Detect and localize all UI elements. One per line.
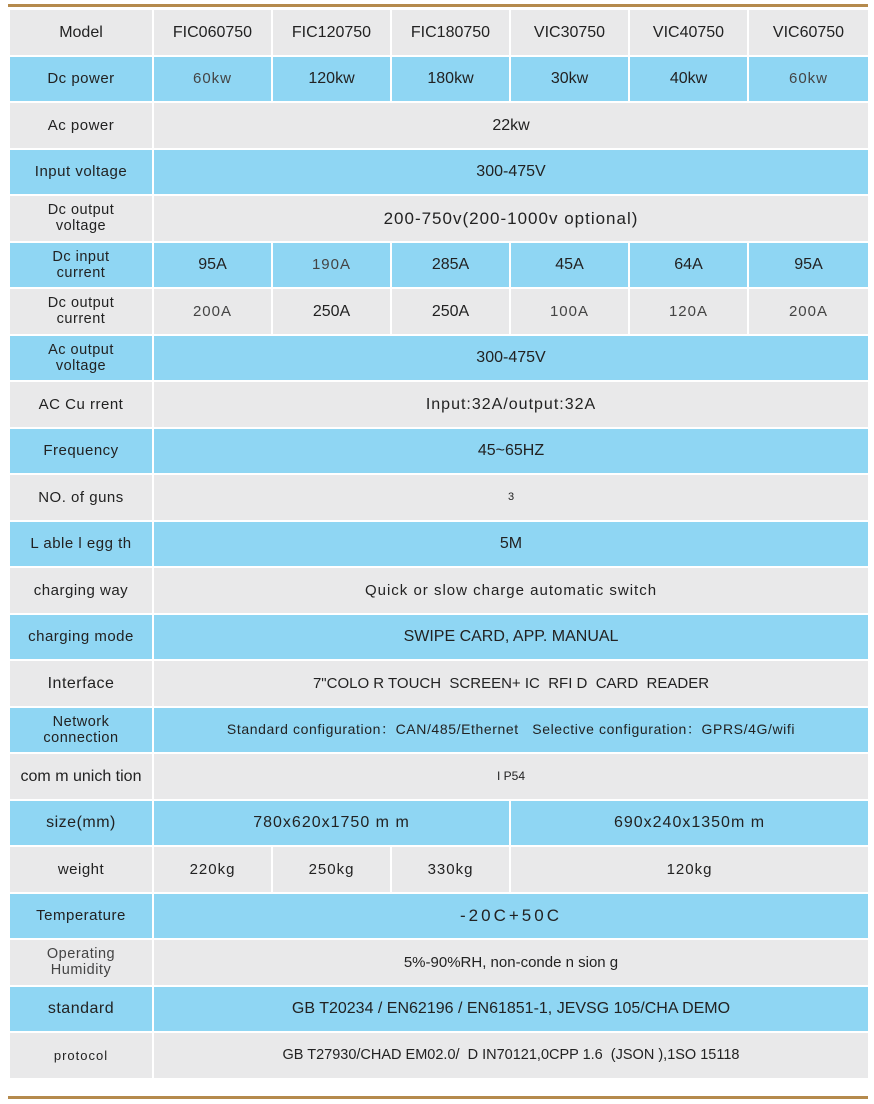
row-label: weight bbox=[9, 846, 153, 893]
header-label: Model bbox=[9, 9, 153, 56]
ac-power-row bbox=[9, 102, 869, 149]
row-label-line: Humidity bbox=[50, 962, 112, 979]
row-label bbox=[9, 195, 153, 242]
row-label: charging mode bbox=[9, 614, 153, 661]
row-label-line: Dc output bbox=[47, 295, 115, 312]
dc-output-current-value: 250A bbox=[391, 288, 510, 335]
row-label: AC Cu rrent bbox=[9, 381, 153, 428]
weight-row bbox=[9, 846, 869, 893]
protocol-row bbox=[9, 1032, 869, 1079]
dc-output-current-value: 200A bbox=[153, 288, 272, 335]
row-label-line: Network bbox=[52, 713, 110, 730]
row-label-line: Ac output bbox=[48, 341, 114, 358]
dc-output-current-value: 120A bbox=[629, 288, 748, 335]
model-name: VIC40750 bbox=[629, 9, 748, 56]
row-label-line: voltage bbox=[55, 218, 107, 235]
weight-value: 220kg bbox=[153, 846, 272, 893]
row-label: Ac power bbox=[9, 102, 153, 149]
communication-value: I P54 bbox=[153, 753, 869, 800]
row-label: com m unich tion bbox=[9, 753, 153, 800]
ac-output-voltage-value: 300-475V bbox=[153, 335, 869, 382]
ac-current-value: Input:32A/output:32A bbox=[153, 381, 869, 428]
temperature-row bbox=[9, 893, 869, 940]
row-label: NO. of guns bbox=[9, 474, 153, 521]
row-label-line: current bbox=[56, 311, 106, 328]
model-name: FIC180750 bbox=[391, 9, 510, 56]
weight-value: 250kg bbox=[272, 846, 391, 893]
ac-current-row bbox=[9, 381, 869, 428]
frequency-value: 45~65HZ bbox=[153, 428, 869, 475]
dc-power-value: 30kw bbox=[510, 56, 629, 103]
model-name: FIC120750 bbox=[272, 9, 391, 56]
dc-power-value: 180kw bbox=[391, 56, 510, 103]
interface-value: 7"COLO R TOUCH SCREEN+ IC RFI D CARD READER bbox=[153, 660, 869, 707]
dc-input-current-row bbox=[9, 242, 869, 289]
row-label: Temperature bbox=[9, 893, 153, 940]
row-label bbox=[9, 288, 153, 335]
row-label bbox=[9, 939, 153, 986]
row-label-line: Dc input bbox=[52, 248, 110, 265]
charging-mode-row bbox=[9, 614, 869, 661]
dc-input-current-value: 285A bbox=[391, 242, 510, 289]
dc-input-current-value: 45A bbox=[510, 242, 629, 289]
row-label-line: connection bbox=[43, 729, 119, 746]
dc-power-value: 40kw bbox=[629, 56, 748, 103]
network-value: Standard configuration：CAN/485/Ethernet Selective configuration：GPRS/4G/wifi bbox=[153, 707, 869, 754]
row-label bbox=[9, 335, 153, 382]
standard-value: GB T20234 / EN62196 / EN61851-1, JEVSG 105/CHA DEMO bbox=[153, 986, 869, 1033]
dc-output-current-value: 100A bbox=[510, 288, 629, 335]
spec-table bbox=[8, 8, 870, 1080]
ac-output-voltage-row bbox=[9, 335, 869, 382]
row-label: charging way bbox=[9, 567, 153, 614]
cable-length-row bbox=[9, 521, 869, 568]
dc-input-current-value: 190A bbox=[272, 242, 391, 289]
dc-input-current-value: 95A bbox=[153, 242, 272, 289]
dc-power-value: 120kw bbox=[272, 56, 391, 103]
row-label: protocol bbox=[9, 1032, 153, 1079]
humidity-value: 5%-90%RH, non-conde n sion g bbox=[153, 939, 869, 986]
weight-value: 120kg bbox=[510, 846, 869, 893]
network-row bbox=[9, 707, 869, 754]
weight-value: 330kg bbox=[391, 846, 510, 893]
model-name: VIC60750 bbox=[748, 9, 869, 56]
input-voltage-row bbox=[9, 149, 869, 196]
charging-way-row bbox=[9, 567, 869, 614]
cable-length-value: 5M bbox=[153, 521, 869, 568]
dc-output-voltage-row bbox=[9, 195, 869, 242]
frequency-row bbox=[9, 428, 869, 475]
dc-power-value: 60kw bbox=[153, 56, 272, 103]
charging-mode-value: SWIPE CARD, APP. MANUAL bbox=[153, 614, 869, 661]
dc-input-current-value: 64A bbox=[629, 242, 748, 289]
header-row bbox=[9, 9, 869, 56]
row-label-line: current bbox=[56, 264, 106, 281]
dc-input-current-value: 95A bbox=[748, 242, 869, 289]
row-label-line: voltage bbox=[55, 357, 107, 374]
row-label: Dc power bbox=[9, 56, 153, 103]
model-name: VIC30750 bbox=[510, 9, 629, 56]
interface-row bbox=[9, 660, 869, 707]
row-label-line: Operating bbox=[46, 946, 116, 963]
dc-power-row bbox=[9, 56, 869, 103]
row-label: standard bbox=[9, 986, 153, 1033]
bottom-border-line bbox=[8, 1096, 868, 1099]
row-label bbox=[9, 242, 153, 289]
humidity-row bbox=[9, 939, 869, 986]
row-label: size(mm) bbox=[9, 800, 153, 847]
row-label-line: Dc output bbox=[47, 202, 115, 219]
protocol-value: GB T27930/CHAD EM02.0/ D IN70121,0CPP 1.6 (JSON ),1SO 15118 bbox=[153, 1032, 869, 1079]
standard-row bbox=[9, 986, 869, 1033]
row-label bbox=[9, 707, 153, 754]
size-fic-value: 780x620x1750 m m bbox=[153, 800, 510, 847]
input-voltage-value: 300-475V bbox=[153, 149, 869, 196]
row-label: L able l egg th bbox=[9, 521, 153, 568]
row-label: Input voltage bbox=[9, 149, 153, 196]
size-row bbox=[9, 800, 869, 847]
size-vic-value: 690x240x1350m m bbox=[510, 800, 869, 847]
dc-power-value: 60kw bbox=[748, 56, 869, 103]
guns-value: 3 bbox=[153, 474, 869, 521]
spec-table-container bbox=[8, 8, 868, 1080]
dc-output-current-value: 250A bbox=[272, 288, 391, 335]
dc-output-voltage-value: 200-750v(200-1000v optional) bbox=[153, 195, 869, 242]
guns-row bbox=[9, 474, 869, 521]
communication-row bbox=[9, 753, 869, 800]
dc-output-current-row bbox=[9, 288, 869, 335]
dc-output-current-value: 200A bbox=[748, 288, 869, 335]
top-border-line bbox=[8, 4, 868, 7]
ac-power-value: 22kw bbox=[153, 102, 869, 149]
row-label: Interface bbox=[9, 660, 153, 707]
charging-way-value: Quick or slow charge automatic switch bbox=[153, 567, 869, 614]
row-label: Frequency bbox=[9, 428, 153, 475]
temperature-value: -20C+50C bbox=[153, 893, 869, 940]
model-name: FIC060750 bbox=[153, 9, 272, 56]
